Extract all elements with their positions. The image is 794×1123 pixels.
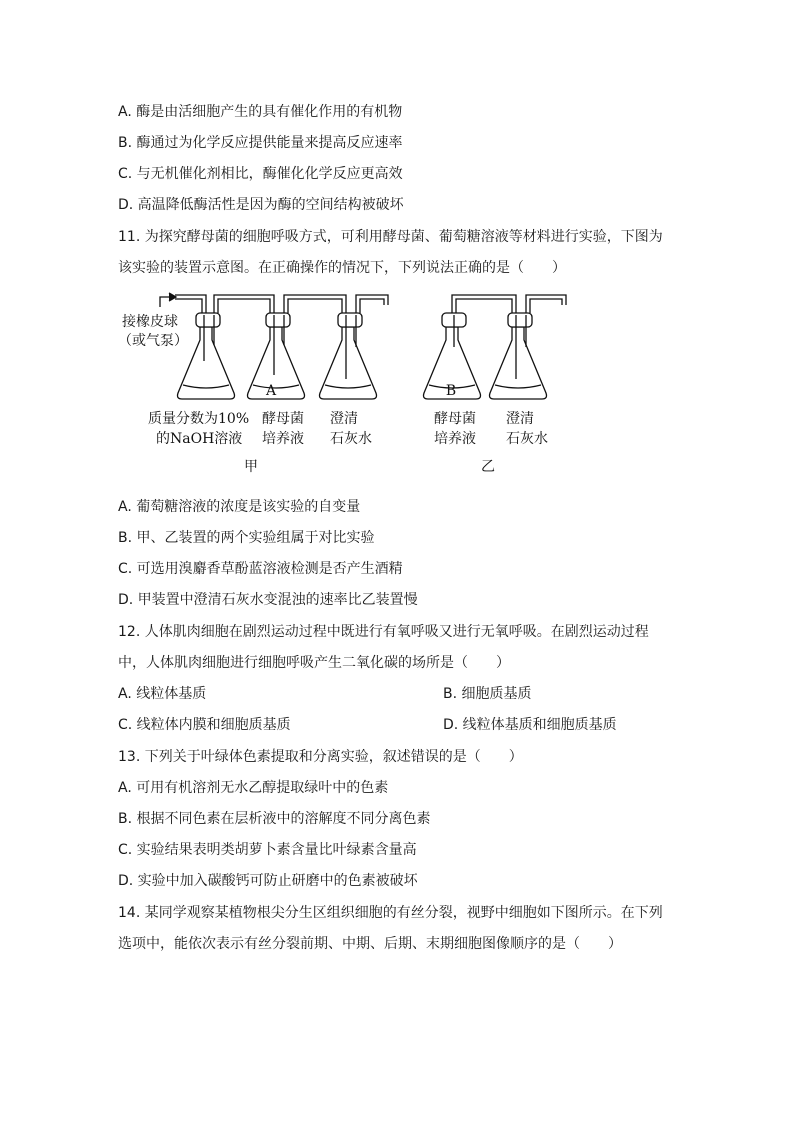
tube-yeast-b-to-lime [452,295,516,313]
q12-option-c: C. 线粒体内膜和细胞质基质 [118,717,291,733]
tube-pump-to-naoh [175,295,206,313]
lime-jia-label-1: 澄清 [330,411,358,427]
yeast-b-label-1: 酵母菌 [434,411,476,427]
flask-limewater-jia [320,313,377,399]
lime-yi-label-2: 石灰水 [506,431,548,447]
yeast-respiration-apparatus-figure [0,285,794,485]
lime-jia-label-2: 石灰水 [330,431,372,447]
lime-yi-label-1: 澄清 [506,411,534,427]
pump-inlet-arrowhead [169,293,176,301]
q11-option-a: A. 葡萄糖溶液的浓度是该实验的自变量 [118,499,361,515]
q13-stem: 13. 下列关于叶绿体色素提取和分离实验，叙述错误的是（ ） [118,749,523,765]
flask-a-label: A [265,383,277,399]
q12-option-a: A. 线粒体基质 [118,686,207,702]
flask-b-label: B [445,383,457,399]
yeast-b-label-2: 培养液 [434,431,476,447]
group-jia-label: 甲 [244,459,258,475]
q11-stem-line1: 11. 为探究酵母菌的细胞呼吸方式，可利用酵母菌、葡萄糖溶液等材料进行实验，下图为 [118,229,663,245]
q12-stem-line2: 中，人体肌肉细胞进行细胞呼吸产生二氧化碳的场所是（ ） [118,655,510,671]
flask-naoh [178,313,235,399]
q14-stem-line2: 选项中，能依次表示有丝分裂前期、中期、后期、末期细胞图像顺序的是（ ） [118,936,622,952]
q10-option-a: A. 酶是由活细胞产生的具有催化作用的有机物 [118,104,403,120]
naoh-label-2: 的NaOH溶液 [156,431,243,447]
q13-option-d: D. 实验中加入碳酸钙可防止研磨中的色素被破坏 [118,873,418,889]
q13-option-a: A. 可用有机溶剂无水乙醇提取绿叶中的色素 [118,780,389,796]
q10-option-c: C. 与无机催化剂相比，酶催化化学反应更高效 [118,166,403,182]
tube-lime-outlet [356,295,388,313]
q14-stem-line1: 14. 某同学观察某植物根尖分生区组织细胞的有丝分裂，视野中细胞如下图所示。在下列 [118,905,663,921]
pump-label-2: （或气泵） [118,333,188,349]
q10-option-d: D. 高温降低酶活性是因为酶的空间结构被破坏 [118,197,404,213]
yeast-a-label-2: 培养液 [262,431,304,447]
tube-yeast-a-to-lime [284,295,346,313]
yeast-a-label-1: 酵母菌 [262,411,304,427]
q12-option-d: D. 线粒体基质和细胞质基质 [443,717,617,733]
q13-option-b: B. 根据不同色素在层析液中的溶解度不同分离色素 [118,811,431,827]
q11-option-b: B. 甲、乙装置的两个实验组属于对比实验 [118,530,375,546]
q12-option-b: B. 细胞质基质 [443,686,532,702]
q11-option-d: D. 甲装置中澄清石灰水变混浊的速率比乙装置慢 [118,592,418,608]
tube-naoh-to-yeast-a [214,295,274,313]
group-yi-label: 乙 [481,459,495,475]
tube-lime-b-outlet [526,295,566,313]
flask-limewater-yi [490,313,547,399]
pump-label-1: 接橡皮球 [122,314,178,330]
q13-option-c: C. 实验结果表明类胡萝卜素含量比叶绿素含量高 [118,842,417,858]
q11-option-c: C. 可选用溴麝香草酚蓝溶液检测是否产生酒精 [118,561,403,577]
naoh-label-1: 质量分数为10% [148,411,250,427]
q12-stem-line1: 12. 人体肌肉细胞在剧烈运动过程中既进行有氧呼吸又进行无氧呼吸。在剧烈运动过程 [118,624,649,640]
q11-stem-line2: 该实验的装置示意图。在正确操作的情况下，下列说法正确的是（ ） [118,260,566,276]
q10-option-b: B. 酶通过为化学反应提供能量来提高反应速率 [118,135,403,151]
